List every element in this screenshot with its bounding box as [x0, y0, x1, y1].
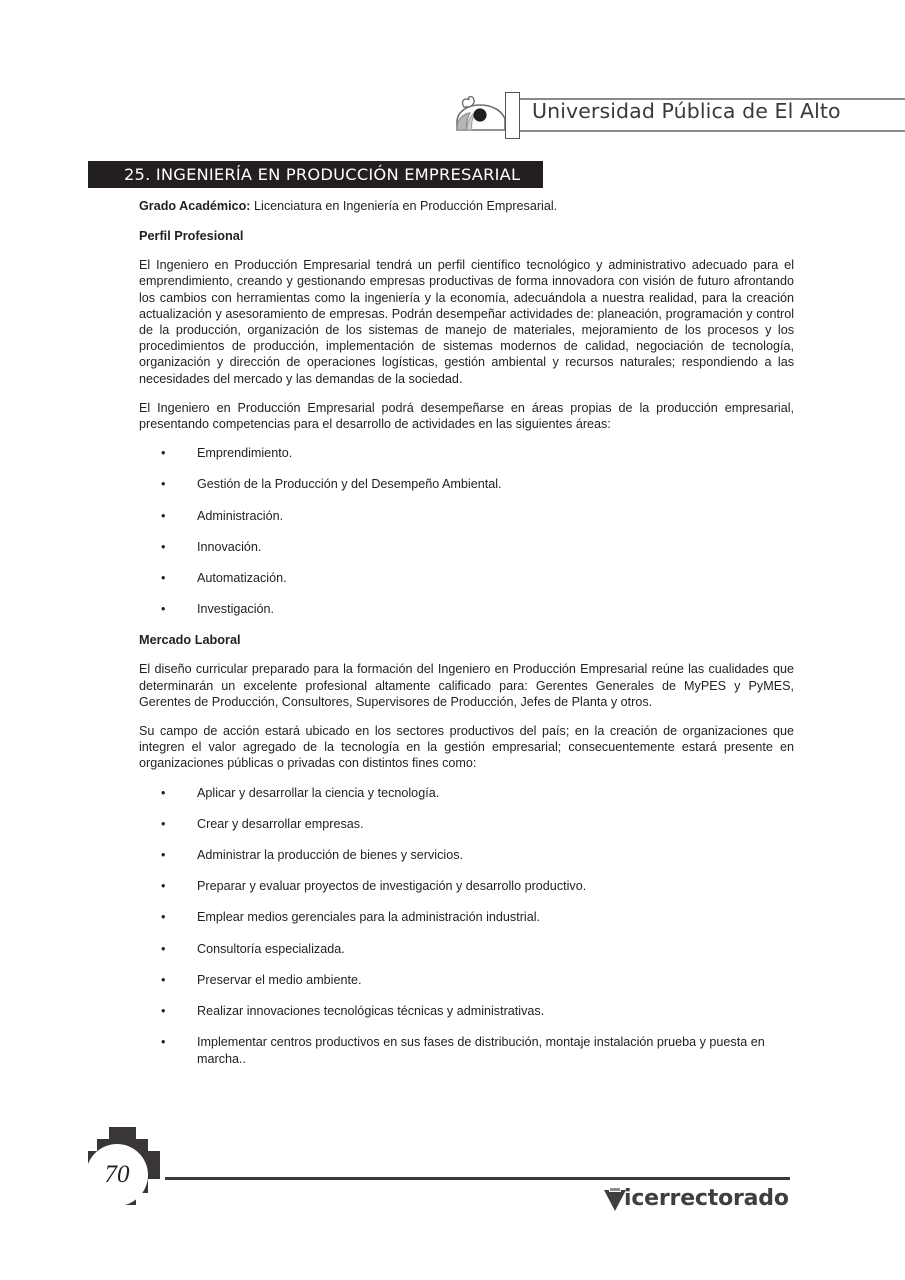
profile-paragraph-2: El Ingeniero en Producción Empresarial podrá desempeñarse en áreas propias de la producción empresarial, presentando competencias para el desarrollo de actividades en las siguientes áreas: [139, 400, 794, 432]
header-divider-block [505, 92, 520, 139]
profile-heading: Perfil Profesional [139, 229, 244, 244]
degree-line [139, 198, 794, 214]
bullet-icon: • [161, 785, 166, 800]
market-heading: Mercado Laboral [139, 633, 241, 648]
list-item [139, 847, 794, 863]
condor-head-icon [447, 92, 509, 139]
list-item-label: Administración. [197, 508, 284, 523]
header-rule-bottom [505, 130, 905, 132]
bullet-icon: • [161, 571, 166, 586]
list-item-label: Realizar innovaciones tecnológicas técnicas y administrativas. [197, 1004, 545, 1019]
section-title: 25. INGENIERÍA EN PRODUCCIÓN EMPRESARIAL [124, 165, 521, 184]
list-item [139, 539, 794, 555]
list-item [139, 785, 794, 801]
list-item-label: Investigación. [197, 602, 275, 617]
list-item-label: Consultoría especializada. [197, 941, 345, 956]
v-chevron-icon [604, 1187, 626, 1211]
bullet-icon: • [161, 602, 166, 617]
vicerrectorado-logo [604, 1182, 791, 1214]
page-header [0, 92, 905, 142]
list-item [139, 878, 794, 894]
list-item-label: Implementar centros productivos en sus fases de distribución, montaje instalación prueba y puesta en marcha.. [197, 1035, 765, 1066]
list-item-label: Emplear medios gerenciales para la administración industrial. [197, 910, 540, 925]
list-item [139, 1034, 794, 1066]
market-paragraph-1: El diseño curricular preparado para la formación del Ingeniero en Producción Empresarial reúne las cualidades que determinarán un excelente profesional altamente calificado para: Gerentes Generales de MyPES y PyMES, Gerentes de Producción, Consultores, Supervisores de Producción, Jefes de Planta y otros. [139, 662, 794, 709]
section-banner [88, 161, 543, 188]
bullet-icon: • [161, 1004, 166, 1019]
bullet-icon: • [161, 446, 166, 461]
list-item-label: Crear y desarrollar empresas. [197, 816, 364, 831]
list-item-label: Administrar la producción de bienes y servicios. [197, 848, 463, 863]
page-number: 70 [104, 1161, 130, 1188]
list-item [139, 445, 794, 461]
list-item [139, 909, 794, 925]
list-item-label: Preservar el medio ambiente. [197, 972, 362, 987]
bullet-icon: • [161, 879, 166, 894]
list-item [139, 476, 794, 492]
list-item [139, 816, 794, 832]
bullet-icon: • [161, 1035, 166, 1050]
list-item [139, 1003, 794, 1019]
page-footer [0, 1120, 905, 1230]
bullet-icon: • [161, 539, 166, 554]
list-item [139, 972, 794, 988]
list-item-label: Automatización. [197, 571, 287, 586]
list-item [139, 941, 794, 957]
bullet-icon: • [161, 508, 166, 523]
list-item-label: Gestión de la Producción y del Desempeño Ambiental. [197, 477, 502, 492]
degree-value: Licenciatura en Ingeniería en Producción Empresarial. [250, 199, 558, 213]
brand-text: icerrectorado [624, 1185, 789, 1211]
list-item-label: Aplicar y desarrollar la ciencia y tecnología. [197, 785, 440, 800]
list-item [139, 601, 794, 617]
list-item-label: Innovación. [197, 539, 262, 554]
bullet-icon: • [161, 816, 166, 831]
bullet-icon: • [161, 848, 166, 863]
list-item [139, 508, 794, 524]
footer-rule [165, 1177, 790, 1180]
list-item-label: Emprendimiento. [197, 446, 293, 461]
market-paragraph-2: Su campo de acción estará ubicado en los sectores productivos del país; en la creación de organizaciones que integren el valor agregado de la tecnología en la gestión empresarial; consecuentemente estará presente en organizaciones públicas o privadas con distintos fines como: [139, 724, 794, 771]
degree-label: Grado Académico: [139, 199, 251, 213]
page-number-badge [86, 1125, 164, 1215]
list-item-label: Preparar y evaluar proyectos de investigación y desarrollo productivo. [197, 879, 587, 894]
bullet-icon: • [161, 941, 166, 956]
bullet-icon: • [161, 910, 166, 925]
bullet-icon: • [161, 972, 166, 987]
list-item [139, 570, 794, 586]
page-content [139, 198, 794, 1082]
purposes-bullet-list [139, 785, 794, 1067]
institution-name: Universidad Pública de El Alto [532, 99, 841, 123]
bullet-icon: • [161, 477, 166, 492]
areas-bullet-list [139, 445, 794, 617]
profile-paragraph-1: El Ingeniero en Producción Empresarial tendrá un perfil científico tecnológico y administrativo adecuado para el emprendimiento, creando y gestionando empresas productivas de forma innovadora con visión de futuro afrontando los cambios con herramientas como la ingeniería y la economía, adecuándola a nuestra realidad, para la creación actualización y asesoramiento de empresas. Podrán desempeñar actividades de: planeación, programación y control de la producción, organización de los sistemas de manejo de materiales, mejoramiento de los procesos y los procedimientos de producción, implementación de sistemas modernos de calidad, negociación de tecnología, organización y dirección de operaciones logísticas, gestión ambiental y recursos naturales; respondiendo a las necesidades del mercado y las demandas de la sociedad. [139, 258, 794, 386]
